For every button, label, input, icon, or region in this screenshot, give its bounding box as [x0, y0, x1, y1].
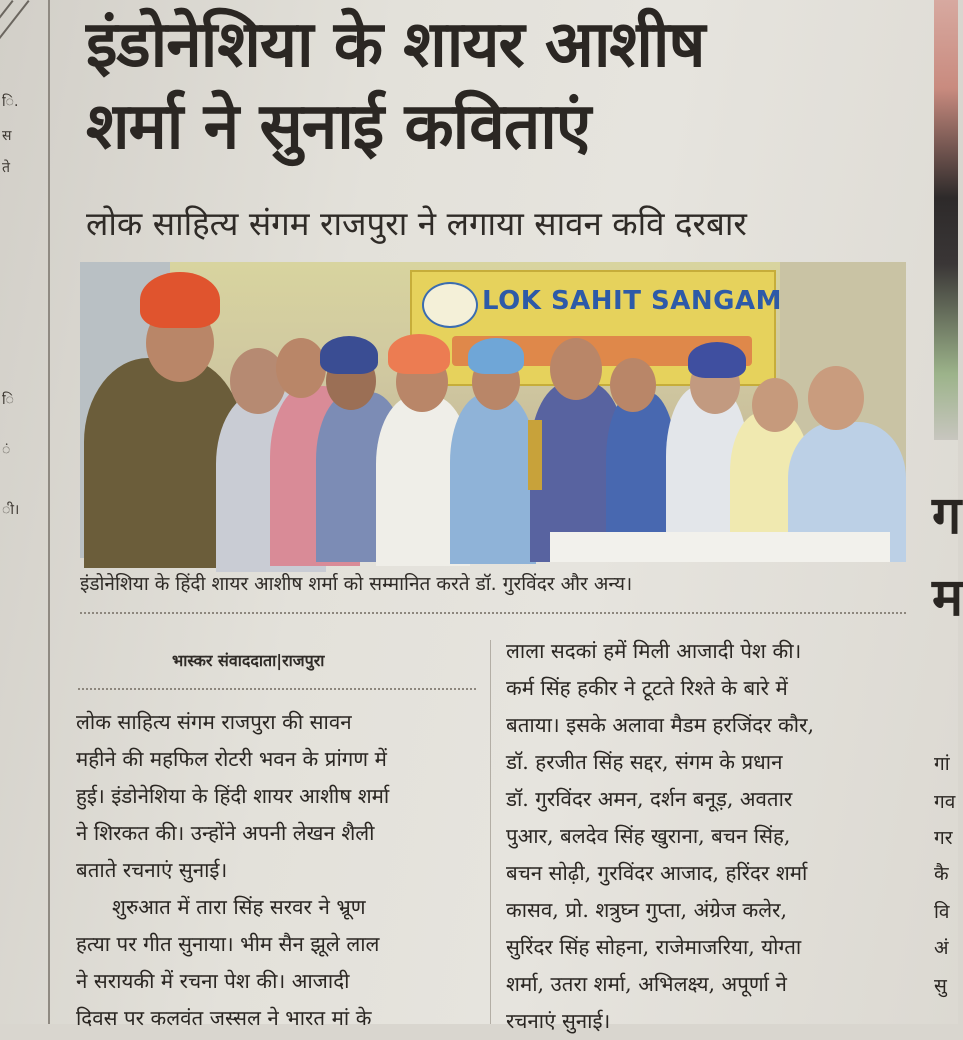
- banner-logo-icon: [422, 282, 478, 328]
- left-neighbor-column: [0, 0, 48, 1024]
- trophy-icon: [528, 420, 542, 490]
- right-fragment: गां: [934, 753, 950, 775]
- right-fragment: कै: [934, 863, 949, 885]
- turban: [320, 336, 378, 374]
- caption-divider: [80, 612, 906, 614]
- turban: [468, 338, 524, 374]
- left-fragment: ते: [2, 160, 10, 176]
- text-line: सुरिंदर सिंह सोहना, राजेमाजरिया, योग्ता: [506, 935, 802, 959]
- text-line: हुई। इंडोनेशिया के हिंदी शायर आशीष शर्मा: [76, 784, 390, 808]
- text-line: ने सरायकी में रचना पेश की। आजादी: [76, 969, 350, 993]
- text-line: शुरुआत में तारा सिंह सरवर ने भ्रूण: [112, 895, 366, 919]
- text-line: रचनाएं सुनाई।: [506, 1009, 611, 1033]
- person-head: [610, 358, 656, 412]
- article-subheadline: लोक साहित्य संगम राजपुरा ने लगाया सावन कवि दरबार: [86, 204, 747, 243]
- headline-line-2: शर्मा ने सुनाई कविताएं: [86, 90, 591, 164]
- person-head: [276, 338, 326, 398]
- text-line: कासव, प्रो. शत्रुघ्न गुप्ता, अंग्रेज कलेर,: [506, 898, 788, 922]
- right-photo-fragment: [934, 0, 958, 440]
- right-fragment-large: ग: [932, 486, 962, 546]
- event-photo: [80, 262, 906, 558]
- person: [450, 394, 536, 564]
- text-line: कर्म सिंह हकीर ने टूटते रिश्ते के बारे में: [506, 676, 788, 700]
- text-line: डॉ. हरजीत सिंह सद्दर, संगम के प्रधान: [506, 750, 783, 774]
- left-fragment: ि: [2, 392, 14, 408]
- right-fragment: वि: [934, 901, 950, 923]
- banner-text: LOK SAHIT SANGAM: [482, 286, 782, 316]
- person-head: [808, 366, 864, 430]
- right-fragment-large: म: [932, 568, 963, 628]
- text-line: ने शिरकत की। उन्होंने अपनी लेखन शैली: [76, 821, 375, 845]
- text-line: शर्मा, उतरा शर्मा, अभिलक्ष्य, अपूर्णा ने: [506, 972, 787, 996]
- text-line: लोक साहित्य संगम राजपुरा की सावन: [76, 710, 352, 734]
- right-fragment: गर: [934, 827, 953, 849]
- person-head: [550, 338, 602, 400]
- text-line: बचन सोढ़ी, गुरविंदर आजाद, हरिंदर शर्मा: [506, 861, 808, 885]
- column-divider: [490, 640, 491, 1024]
- text-line: महीने की महफिल रोटरी भवन के प्रांगण में: [76, 747, 387, 771]
- turban: [140, 272, 220, 328]
- right-fragment: अं: [934, 937, 949, 959]
- left-fragment: ं: [2, 442, 11, 458]
- right-fragment: गव: [934, 791, 956, 813]
- article-column-2: [506, 633, 908, 1040]
- article-byline: भास्कर संवाददाता|राजपुरा: [172, 651, 325, 670]
- text-line: दिवस पर कलवंत जस्सल ने भारत मां के: [76, 1006, 372, 1030]
- article-headline: [86, 4, 906, 168]
- left-fragment: ी।: [2, 502, 20, 518]
- photo-caption: इंडोनेशिया के हिंदी शायर आशीष शर्मा को सम्मानित करते डॉ. गुरविंदर और अन्य।: [80, 573, 633, 595]
- text-line: लाला सदकां हमें मिली आजादी पेश की।: [506, 639, 802, 663]
- text-line: पुआर, बलदेव सिंह खुराना, बचन सिंह,: [506, 824, 791, 848]
- left-fragment: ि.: [2, 94, 19, 110]
- column-divider: [48, 0, 50, 1024]
- byline-divider: [78, 688, 476, 690]
- article-column-1: [76, 704, 476, 1037]
- table-cloth: [550, 532, 890, 562]
- person-head: [752, 378, 798, 432]
- right-fragment: सु: [934, 975, 947, 997]
- headline-line-1: इंडोनेशिया के शायर आशीष: [86, 8, 705, 82]
- text-line: हत्या पर गीत सुनाया। भीम सैन झूले लाल: [76, 932, 380, 956]
- turban: [688, 342, 746, 378]
- left-fragment: स: [2, 128, 12, 144]
- text-line: डॉ. गुरविंदर अमन, दर्शन बनूड़, अवतार: [506, 787, 793, 811]
- text-line: बताया। इसके अलावा मैडम हरजिंदर कौर,: [506, 713, 814, 737]
- text-line: बताते रचनाएं सुनाई।: [76, 858, 228, 882]
- turban: [388, 334, 450, 374]
